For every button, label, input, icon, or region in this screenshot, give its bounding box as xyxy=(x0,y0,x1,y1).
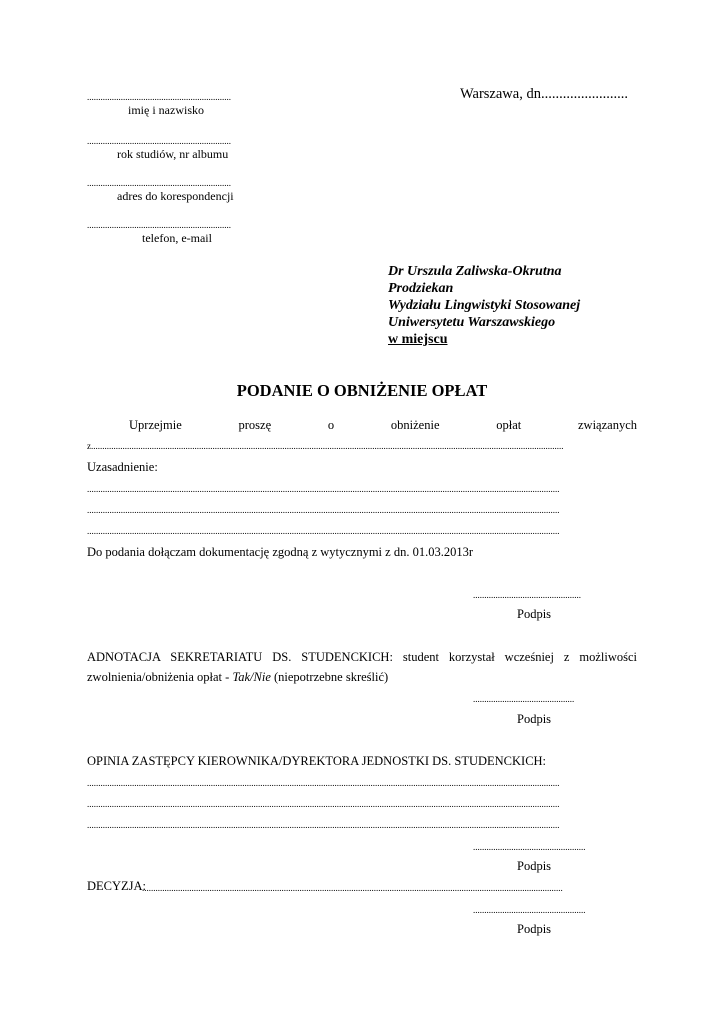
document-title: PODANIE O OBNIŻENIE OPŁAT xyxy=(236,381,488,400)
address-dotline[interactable]: ................................................................ xyxy=(87,178,231,188)
addressee-title: Prodziekan xyxy=(388,281,454,296)
yes-no-option[interactable]: Tak/Nie xyxy=(232,670,271,684)
justification-label: Uzasadnienie: xyxy=(87,460,158,474)
address-label: adres do korespondencji xyxy=(117,189,234,203)
secretariat-hint: (niepotrzebne skreślić) xyxy=(270,670,389,684)
signature-dotline-3[interactable]: .................................................. xyxy=(473,842,586,852)
secretariat-text: zwolnienia/obniżenia opłat - xyxy=(87,670,233,684)
request-line: Uprzejmie proszę o obniżenie opłat związanych xyxy=(129,418,637,432)
contact-label: telefon, e-mail xyxy=(142,231,212,245)
opinion-dotline-2[interactable]: .................................................................................................................................................................................................................. xyxy=(87,799,560,809)
name-label: imię i nazwisko xyxy=(128,103,204,117)
secretariat-annotation-line2 xyxy=(87,670,388,685)
justification-dotline-2[interactable]: .................................................................................................................................................................................................................. xyxy=(87,505,560,515)
opinion-label: OPINIA ZASTĘPCY KIEROWNIKA/DYREKTORA JEDNOSTKI DS. STUDENCKICH: xyxy=(87,754,547,768)
addressee-university: Uniwersytetu Warszawskiego xyxy=(388,315,556,330)
secretariat-annotation-line1: ADNOTACJA SEKRETARIATU DS. STUDENCKICH: student korzystał wcześniej z możliwości xyxy=(87,650,637,664)
city-date[interactable]: Warszawa, dn........................ xyxy=(460,86,628,102)
signature-dotline-1[interactable]: ................................................ xyxy=(473,590,581,600)
attachment-note: Do podania dołączam dokumentację zgodną z wytycznymi z dn. 01.03.2013r xyxy=(87,545,473,559)
signature-dotline-4[interactable]: .................................................. xyxy=(473,905,586,915)
opinion-dotline-1[interactable]: .................................................................................................................................................................................................................. xyxy=(87,778,560,788)
addressee-block xyxy=(388,263,580,348)
decision-label: DECYZJA: xyxy=(87,879,147,893)
signature-label-4: Podpis xyxy=(517,922,552,936)
addressee-faculty: Wydziału Lingwistyki Stosowanej xyxy=(388,298,581,313)
addressee-name: Dr Urszula Zaliwska-Okrutna xyxy=(388,264,562,279)
signature-label-3: Podpis xyxy=(517,859,552,873)
opinion-dotline-3[interactable]: .................................................................................................................................................................................................................. xyxy=(87,820,560,830)
signature-label-1: Podpis xyxy=(517,607,552,621)
year-album-dotline[interactable]: ................................................................ xyxy=(87,136,231,146)
name-dotline[interactable]: ................................................................ xyxy=(87,92,231,102)
justification-dotline-3[interactable]: .................................................................................................................................................................................................................. xyxy=(87,526,560,536)
contact-dotline[interactable]: ................................................................ xyxy=(87,220,231,230)
signature-dotline-2[interactable]: ............................................. xyxy=(473,694,575,704)
year-album-label: rok studiów, nr albumu xyxy=(117,147,229,161)
justification-dotline-1[interactable]: .................................................................................................................................................................................................................. xyxy=(87,484,560,494)
decision-dotline[interactable]: ........................................................................................................................................................................................... xyxy=(142,883,563,893)
signature-label-2: Podpis xyxy=(517,712,552,726)
request-subject-dotline[interactable]: z.................................................................................................................................................................................................................. xyxy=(87,441,564,451)
addressee-location: w miejscu xyxy=(388,332,448,347)
